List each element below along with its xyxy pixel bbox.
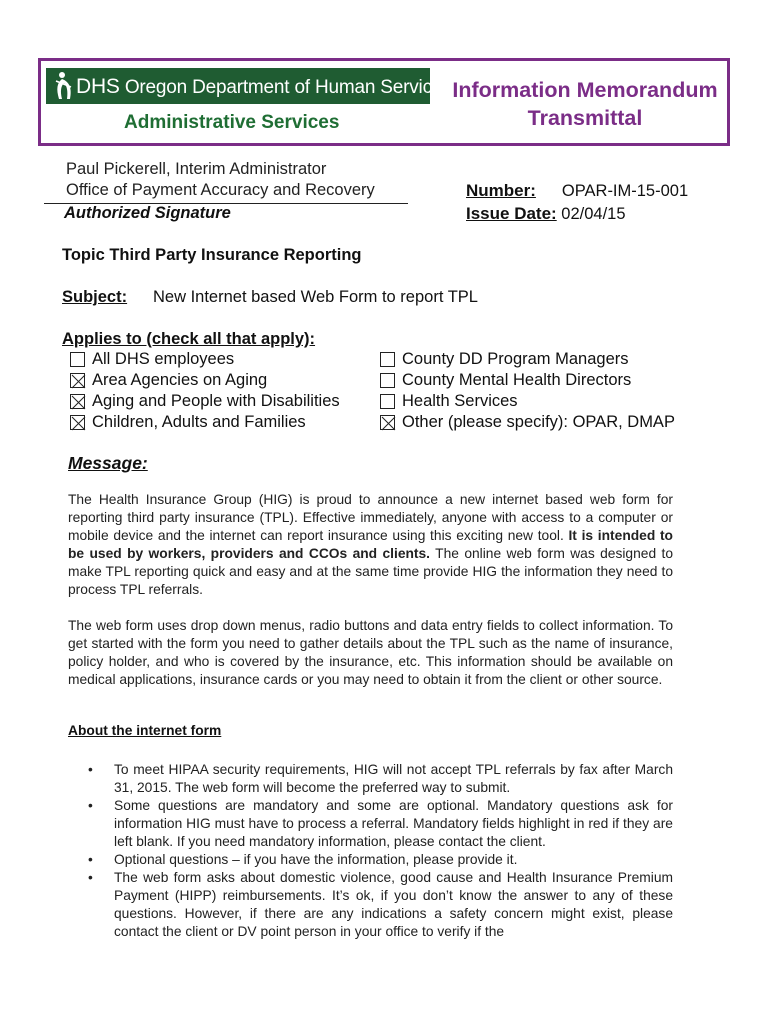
bullet-icon: • [88, 762, 93, 777]
applies-option [380, 391, 518, 411]
applies-option [70, 349, 234, 369]
applies-option-label: Health Services [402, 391, 518, 410]
bullet-icon: • [88, 798, 93, 813]
authorized-signature-label: Authorized Signature [64, 204, 231, 222]
applies-option-label: Aging and People with Disabilities [92, 391, 340, 410]
message-paragraph-1: The Health Insurance Group (HIG) is proud to announce a new internet based web form for reporting third party insurance (TPL). Effective immediately, anyone with access to a computer or mobile device and the internet can report insurance using this exciting new tool. It is intended to be used by workers, providers and CCOs and clients. The online web form was designed to make TPL reporting quick and easy and at the same time provide HIG the information they need to process TPL referrals. [68, 492, 674, 597]
applies-heading: Applies to (check all that apply): [62, 330, 316, 348]
applies-option [70, 412, 306, 432]
applies-option-label: Other (please specify): OPAR, DMAP [402, 412, 675, 431]
memo-number: Number: OPAR-IM-15-001 [466, 181, 689, 200]
checked-box-icon [70, 394, 85, 409]
applies-option-label: All DHS employees [92, 349, 235, 368]
signer-office: Office of Payment Accuracy and Recovery [66, 181, 375, 199]
bullet-item: • To meet HIPAA security requirements, HIG will not accept TPL referrals by fax after March 31, 2015. The web form will become the preferred way to submit. [88, 762, 673, 795]
checked-box-icon [380, 415, 395, 430]
division-name: Administrative Services [124, 112, 340, 133]
message-heading: Message: [68, 453, 148, 473]
applies-option [380, 349, 629, 369]
logo-text: DHS Oregon Department of Human Services [76, 75, 452, 98]
issue-date: Issue Date: 02/04/15 [466, 204, 626, 223]
checked-box-icon [70, 415, 85, 430]
applies-option-label: Area Agencies on Aging [92, 370, 268, 389]
bullet-item: • Optional questions – if you have the information, please provide it. [88, 852, 518, 867]
unchecked-box-icon [380, 373, 395, 388]
bullet-item: • The web form asks about domestic violence, good cause and Health Insurance Premium Payment (HIPP) reimbursements. It’s ok, if you don’t know the answer to any of these questions. However, if there are any indications a safety concern might exist, please contact the client or DV point person in your office to verify if the [88, 870, 673, 939]
applies-option [380, 370, 631, 390]
bullet-icon: • [88, 852, 93, 867]
message-paragraph-2: The web form uses drop down menus, radio buttons and data entry fields to collect information. To get started with the form you need to gather details about the TPL such as the name of insurance, policy holder, and who is covered by the insurance, etc. This information should be available on medical applications, insurance cards or you may need to obtain it from the client or other source. [68, 618, 673, 687]
dhs-logo [46, 68, 452, 104]
applies-option-label: Children, Adults and Families [92, 412, 306, 431]
person-figure-icon [54, 71, 74, 101]
checked-box-icon [70, 373, 85, 388]
unchecked-box-icon [380, 394, 395, 409]
applies-option-label: County Mental Health Directors [402, 370, 632, 389]
bullet-item: • Some questions are mandatory and some are optional. Mandatory questions ask for information HIG must have to process a referral. Mandatory fields highlight in red if they are left blank. If you need mandatory information, please contact the client. [88, 798, 673, 849]
applies-option [70, 391, 340, 411]
topic: Topic Third Party Insurance Reporting [62, 246, 362, 264]
subject-value: New Internet based Web Form to report TPL [153, 288, 478, 306]
unchecked-box-icon [380, 352, 395, 367]
applies-option [70, 370, 267, 390]
applies-option [380, 412, 675, 432]
subject-label: Subject: [62, 288, 128, 306]
bullet-list [88, 761, 673, 941]
unchecked-box-icon [70, 352, 85, 367]
applies-option-label: County DD Program Managers [402, 349, 629, 368]
signer-name: Paul Pickerell, Interim Administrator [66, 160, 327, 178]
about-heading: About the internet form [68, 723, 222, 738]
document-title: Information Memorandum Transmittal [452, 78, 718, 130]
bullet-icon: • [88, 870, 93, 885]
